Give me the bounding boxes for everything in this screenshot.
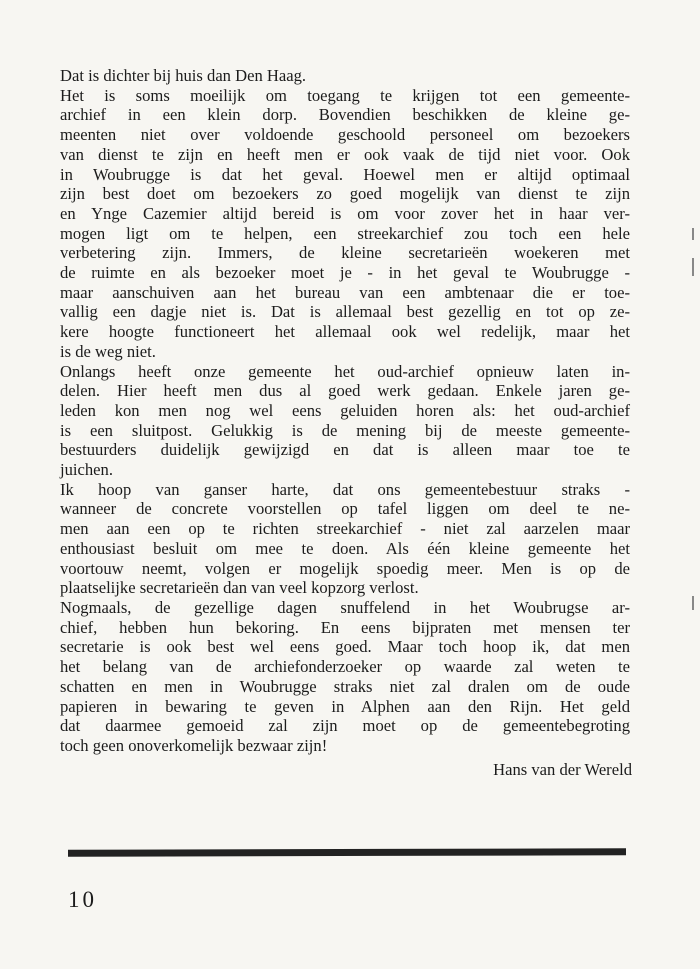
- text-line: meenten niet over voldoende geschoold personeel om bezoekers: [60, 125, 630, 145]
- page-number: 10: [68, 887, 97, 912]
- text-line: secretarie is ook best wel eens goed. Maar toch hoop ik, dat men: [60, 637, 630, 657]
- text-line: enthousiast besluit om mee te doen. Als één kleine gemeente het: [60, 538, 630, 558]
- text-line: toch geen onoverkomelijk bezwaar zijn!: [60, 735, 328, 755]
- text-line: Ik hoop van ganser harte, dat ons gemeentebestuur straks -: [60, 479, 630, 499]
- text-line: Het is soms moeilijk om toegang te krijgen tot een gemeente-: [60, 85, 630, 105]
- text-line: is een sluitpost. Gelukkig is de mening bij de meeste gemeente-: [60, 420, 630, 440]
- text-line: plaatselijke secretarieën dan van veel kopzorg verlost.: [60, 578, 419, 598]
- text-line: Nogmaals, de gezellige dagen snuffelend in het Woubrugse ar-: [60, 597, 630, 617]
- text-line: in Woubrugge is dat het geval. Hoewel men er altijd optimaal: [60, 164, 630, 184]
- text-line: is de weg niet.: [60, 341, 156, 361]
- text-line: wanneer de concrete voorstellen op tafel liggen om deel te ne-: [60, 499, 630, 519]
- margin-scan-mark: [692, 228, 694, 240]
- article-body: [60, 66, 630, 756]
- text-line: Dat is dichter bij huis dan Den Haag.: [60, 66, 307, 85]
- text-line: men aan een op te richten streekarchief - niet zal aarzelen maar: [60, 519, 630, 539]
- text-line: het belang van de archiefonderzoeker op waarde zal weten te: [60, 657, 630, 677]
- text-line: verbetering zijn. Immers, de kleine secretarieën woekeren met: [60, 243, 630, 263]
- text-line: dat daarmee gemoeid zal zijn moet op de gemeentebegroting: [60, 716, 630, 736]
- text-line: vallig een dagje niet is. Dat is allemaal best gezellig en tot op ze-: [60, 302, 630, 322]
- text-line: maar aanschuiven aan het bureau van een ambtenaar die er toe-: [60, 282, 630, 302]
- margin-scan-mark: [692, 596, 694, 610]
- text-line: van dienst te zijn en heeft men er ook vaak de tijd niet voor. Ook: [60, 144, 630, 164]
- text-line: papieren in bewaring te geven in Alphen aan den Rijn. Het geld: [60, 696, 630, 716]
- text-line: en Ynge Cazemier altijd bereid is om voor zover het in haar ver-: [60, 203, 630, 223]
- text-line: mogen ligt om te helpen, een streekarchief zou toch een hele: [60, 223, 630, 243]
- text-line: de ruimte en als bezoeker moet je - in het geval te Woubrugge -: [60, 263, 630, 283]
- text-line: chief, hebben hun bekoring. En eens bijpraten met mensen ter: [60, 617, 630, 637]
- text-line: kere hoogte functioneert het allemaal ook wel redelijk, maar het: [60, 322, 630, 342]
- text-line: delen. Hier heeft men dus al goed werk gedaan. Enkele jaren ge-: [60, 381, 630, 401]
- text-line: voortouw neemt, volgen er mogelijk spoedig meer. Men is op de: [60, 558, 630, 578]
- text-line: zijn best doet om bezoekers zo goed mogelijk van dienst te zijn: [60, 184, 630, 204]
- text-line: bestuurders duidelijk gewijzigd en dat is alleen maar toe te: [60, 440, 630, 460]
- text-line: Onlangs heeft onze gemeente het oud-archief opnieuw laten in-: [60, 361, 630, 381]
- page-divider-rule: [68, 848, 626, 856]
- text-line: archief in een klein dorp. Bovendien beschikken de kleine ge-: [60, 105, 630, 125]
- margin-scan-mark: [692, 258, 694, 276]
- text-line: leden kon men nog wel eens geluiden horen als: het oud-archief: [60, 400, 630, 420]
- author-signature: Hans van der Wereld: [493, 760, 632, 779]
- text-line: juichen.: [60, 460, 113, 480]
- text-line: schatten en men in Woubrugge straks niet zal dralen om de oude: [60, 676, 630, 696]
